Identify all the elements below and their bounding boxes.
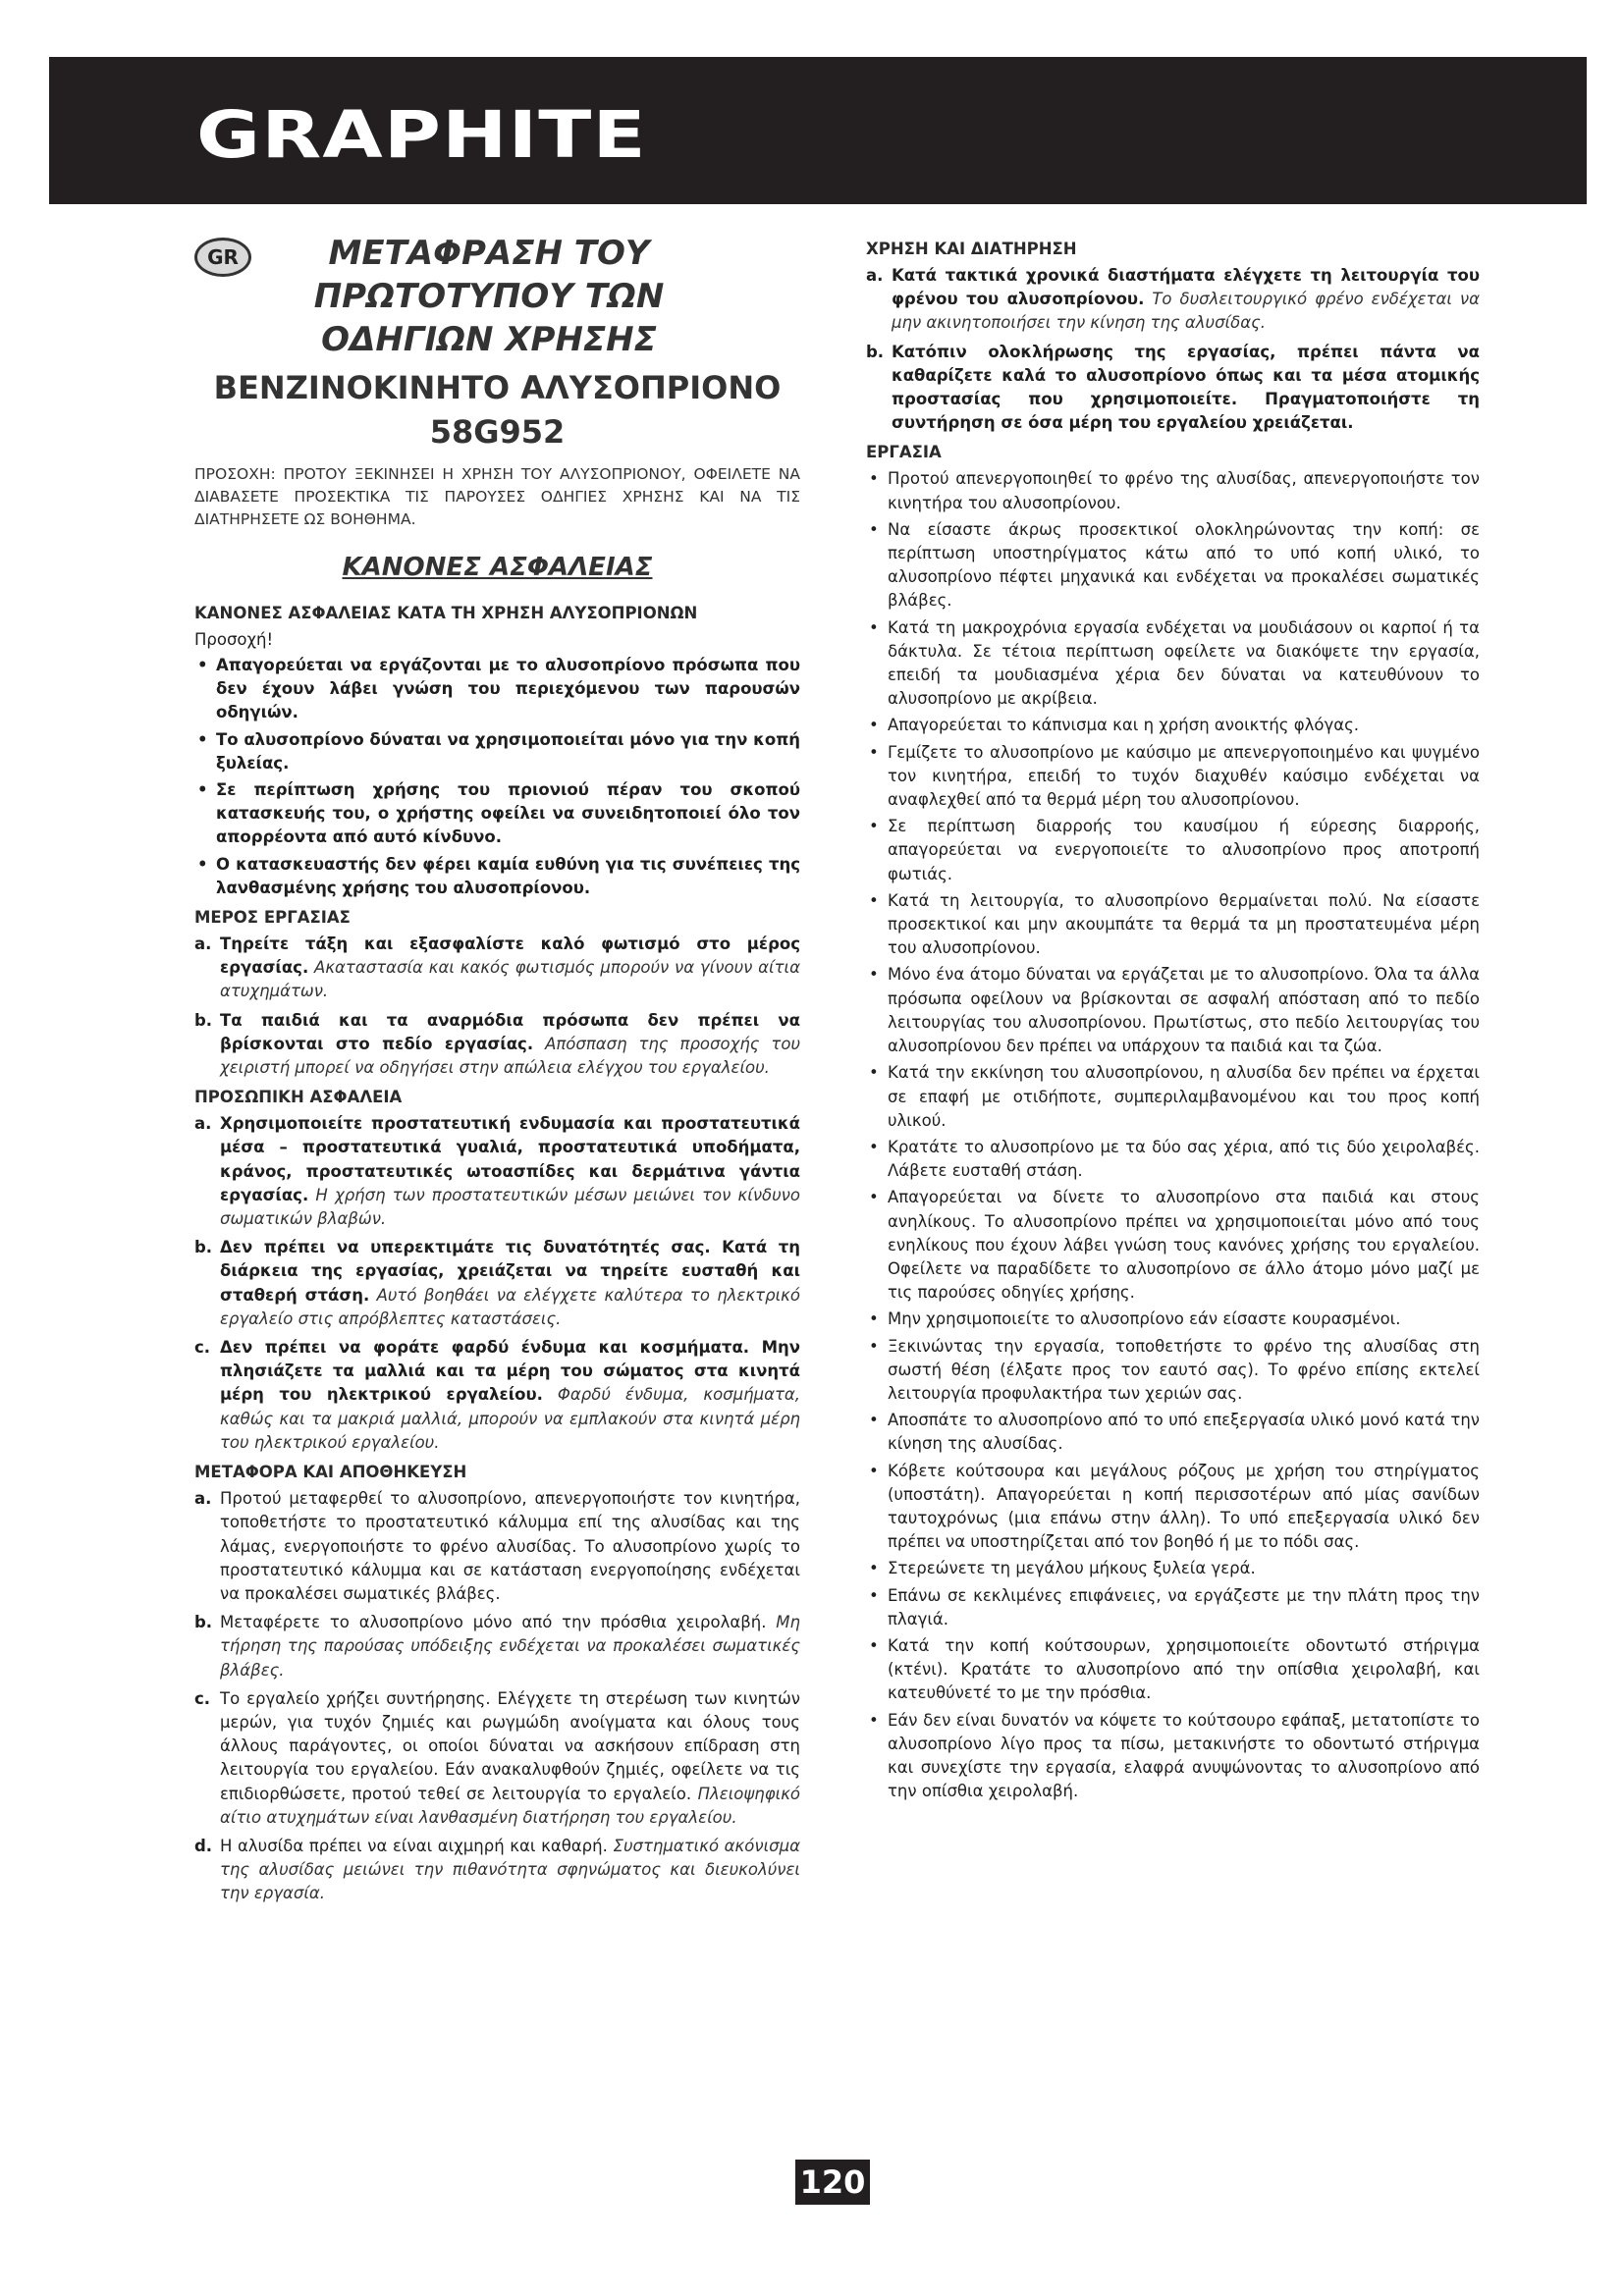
list-item xyxy=(194,1336,800,1455)
item-italic-text: Η χρήση των προστατευτικών μέσων μειώνει τον κίνδυνο σωματικών βλαβών. xyxy=(220,1185,800,1229)
list-item xyxy=(194,1009,800,1081)
item-bold-text: Τα παιδιά και τα αναρμόδια πρόσωπα δεν πρέπει να βρίσκονται στο πεδίο εργασίας. xyxy=(220,1010,800,1053)
item-bold-text: Δεν πρέπει να υπερεκτιμάτε τις δυνατότητές σας. Κατά τη διάρκεια της εργασίας, χρειάζεται να τηρείτε ευσταθή και σταθερή στάση. xyxy=(220,1238,800,1305)
list-item: • Μόνο ένα άτομο δύναται να εργάζεται με το αλυσοπρίονο. Όλα τα άλλα πρόσωπα οφείλουν να βρίσκονται σε ασφαλή απόσταση από το πεδίο λειτουργίας του αλυσοπρίονου. Πρωτίστως, στο πεδίο λειτουργίας του αλυσοπρίονου δεν πρέπει να υπάρχουν τα παιδιά και τα ζώα. xyxy=(866,963,1480,1058)
item-bold-text: Κατόπιν ολοκλήρωσης της εργασίας, πρέπει πάντα να καθαρίζετε καλά το αλυσοπρίονο όπως και τα μέσα ατομικής προστασίας που χρησιμοποιείτε. Πραγματοποιήστε τη συντήρηση σε όσα μέρη του εργαλείου χρειάζεται. xyxy=(892,342,1480,433)
list-item xyxy=(866,264,1480,336)
item-bold-text: Κατά τακτικά χρονικά διαστήματα ελέγχετε τη λειτουργία του φρένου του αλυσοπρίονου. xyxy=(892,266,1480,309)
list-item xyxy=(194,1236,800,1331)
title-block xyxy=(194,232,800,452)
item-italic-text: Συστηματικό ακόνισμα της αλυσίδας μειώνει την πιθανότητα σφηνώματος και διευκολύνει την εργασία. xyxy=(220,1836,801,1903)
attention-note: Προσοχή! xyxy=(194,630,274,649)
item-bold-text: Τηρείτε τάξη και εξασφαλίστε καλό φωτισμό στο μέρος εργασίας. xyxy=(220,934,800,978)
list-item: • Κατά την εκκίνηση του αλυσοπρίονου, η αλυσίδα δεν πρέπει να έρχεται σε επαφή με οτιδήποτε, συμπεριλαμβανομένου και του προς κοπή υλικού. xyxy=(866,1061,1480,1133)
list-item: • Κρατάτε το αλυσοπρίονο με τα δύο σας χέρια, από τις δύο χειρολαβές. Λάβετε ευσταθή στάση. xyxy=(866,1136,1480,1183)
title-line: ΠΡΩΤΟΤΥΠΟΥ ΤΩΝ xyxy=(313,277,665,316)
item-marker: a. xyxy=(194,1114,212,1134)
document-title xyxy=(253,232,725,361)
list-item xyxy=(194,1611,800,1682)
list-item: • Στερεώνετε τη μεγάλου μήκους ξυλεία γερά. xyxy=(866,1557,1480,1580)
item-text: Η αλυσίδα πρέπει να είναι αιχμηρή και καθαρή. xyxy=(220,1836,608,1855)
section-heading: ΕΡΓΑΣΙΑ xyxy=(866,443,942,462)
list-item xyxy=(194,1835,800,1906)
list-item: • Το αλυσοπρίονο δύναται να χρησιμοποιείται μόνο για την κοπή ξυλείας. xyxy=(194,728,800,775)
item-marker: a. xyxy=(194,1489,212,1509)
list-item: • Απαγορεύεται το κάπνισμα και η χρήση ανοικτής φλόγας. xyxy=(866,714,1480,737)
list-item: • Απαγορεύεται να εργάζονται με το αλυσοπρίονο πρόσωπα που δεν έχουν λάβει γνώση του περιεχόμενου των παρουσών οδηγιών. xyxy=(194,654,800,725)
rules-heading: ΚΑΝΟΝΕΣ ΑΣΦΑΛΕΙΑΣ xyxy=(342,553,653,582)
list-item: • Σε περίπτωση χρήσης του πριονιού πέραν του σκοπού κατασκευής του, ο χρήστης οφείλει να συνειδητοποιεί όλο τον απορρέοντα από αυτό κίνδυνο. xyxy=(194,778,800,850)
item-text: Προτού μεταφερθεί το αλυσοπρίονο, απενεργοποιήστε τον κινητήρα, τοποθετήστε το προστατευτικό κάλυμμα επί της αλυσίδας και της λάμας, ενεργοποιήστε το φρένο αλυσίδας. Το αλυσοπρίονο χωρίς το προστατευτικό κάλυμμα και σε κατάσταση ενεργοποίησης ενδέχεται να προκαλέσει σωματικές βλάβες. xyxy=(220,1489,800,1603)
list-item: • Απαγορεύεται να δίνετε το αλυσοπρίονο στα παιδιά και στους ανηλίκους. Το αλυσοπρίονο πρέπει να χρησιμοποιείται μόνο από τους ενηλίκους που έχουν λάβει γνώση τους κανόνες χρήσης του εργαλείου. Οφείλετε να παραδίδετε το αλυσοπρίονο σε άλλο άτομο μόνο μαζί με τις παρούσες οδηγίες χρήσης. xyxy=(866,1186,1480,1305)
language-badge: GR xyxy=(194,238,251,277)
list-item xyxy=(866,341,1480,436)
item-italic-text: Μη τήρηση της παρούσας υπόδειξης ενδέχεται να προκαλέσει σωματικές βλάβες. xyxy=(220,1613,800,1680)
list-item: • Κόβετε κούτσουρα και μεγάλους ρόζους με χρήση του στηρίγματος (υποστάτη). Απαγορεύεται η κοπή περισσοτέρων από μίας σανίδων ταυτοχρόνως (μια επάνω στην άλλη). Το υπό επεξεργασία υλικό δεν πρέπει να υποστηρίζεται από τον βοηθό ή με το πόδι σας. xyxy=(866,1460,1480,1555)
list-item: • Κατά την κοπή κούτσουρων, χρησιμοποιείτε οδοντωτό στήριγμα (κτένι). Κρατάτε το αλυσοπρίονο από την οπίσθια χειρολαβή, και κατευθύνετέ το με την πρόσθια. xyxy=(866,1634,1480,1706)
list-item: • Κατά τη λειτουργία, το αλυσοπρίονο θερμαίνεται πολύ. Να είσαστε προσεκτικοί και μην ακουμπάτε τα θερμά τα μη προστατευμένα μέρη του αλυσοπρίονου. xyxy=(866,889,1480,961)
page-number: 120 xyxy=(795,2160,870,2205)
item-marker: a. xyxy=(194,934,212,954)
section-heading: ΜΕΡΟΣ ΕΡΓΑΣΙΑΣ xyxy=(194,908,351,928)
list-item xyxy=(194,1487,800,1606)
right-column xyxy=(866,232,1480,1806)
item-marker: a. xyxy=(866,266,884,285)
item-bold-text: Δεν πρέπει να φοράτε φαρδύ ένδυμα και κοσμήματα. Μην πλησιάζετε τα μαλλιά και τα μέρη του σώματος στα κινητά μέρη του ηλεκτρικού εργαλείου. xyxy=(220,1338,800,1405)
section-heading: ΜΕΤΑΦΟΡΑ ΚΑΙ ΑΠΟΘΗΚΕΥΣΗ xyxy=(194,1463,467,1482)
item-marker: c. xyxy=(194,1688,211,1708)
list-item: • Μην χρησιμοποιείτε το αλυσοπρίονο εάν είσαστε κουρασμένοι. xyxy=(866,1308,1480,1331)
header-bar xyxy=(49,57,1587,204)
item-marker: d. xyxy=(194,1836,213,1855)
title-line: ΜΕΤΑΦΡΑΣΗ ΤΟΥ xyxy=(328,234,650,273)
list-item: • Κατά τη μακροχρόνια εργασία ενδέχεται να μουδιάσουν οι καρποί ή τα δάκτυλα. Σε τέτοια περίπτωση οφείλετε να διακόψετε την εργασία, επειδή τα μουδιασμένα χέρια δεν δύναται να κατευθύνουν το αλυσοπρίονο με ακρίβεια. xyxy=(866,616,1480,712)
title-line: ΟΔΗΓΙΩΝ ΧΡΗΣΗΣ xyxy=(321,320,657,359)
item-bold-text: Χρησιμοποιείτε προστατευτική ενδυμασία και προστατευτικά μέσα – προστατευτικά γυαλιά, προστατευτικά υποδήματα, κράνος, προστατευτικές ωτοασπίδες και δερμάτινα γάντια εργασίας. xyxy=(220,1114,800,1204)
left-column xyxy=(194,232,800,1911)
item-italic-text: Αυτό βοηθάει να ελέγχετε καλύτερα το ηλεκτρικό εργαλείο στις απρόβλεπτες καταστάσεις. xyxy=(220,1285,800,1328)
list-item: • Γεμίζετε το αλυσοπρίονο με καύσιμο με απενεργοποιημένο και ψυγμένο τον κινητήρα, επειδή το τυχόν διαχυθέν καύσιμο ενδέχεται να αναφλεχθεί από τα θερμά μέρη του αλυσοπρίονου. xyxy=(866,741,1480,813)
item-text: Μεταφέρετε το αλυσοπρίονο μόνο από την πρόσθια χειρολαβή. xyxy=(220,1613,767,1632)
item-italic-text: Πλειοψηφικό αίτιο ατυχημάτων είναι λανθασμένη διατήρηση του εργαλείου. xyxy=(220,1784,801,1827)
item-italic-text: Απόσπαση της προσοχής του χειριστή μπορεί να οδηγήσει στην απώλεια ελέγχου του εργαλείου. xyxy=(220,1034,800,1078)
item-marker: c. xyxy=(194,1338,211,1358)
list-item: • Ξεκινώντας την εργασία, τοποθετήστε το φρένο της αλυσίδας στη σωστή θέση (έλξατε προς τον εαυτό σας). Το φρένο επίσης εκτελεί λειτουργία προφυλακτήρα των χεριών σας. xyxy=(866,1335,1480,1407)
caution-note: ΠΡΟΣΟΧΗ: ΠΡΟΤΟΥ ΞΕΚΙΝΗΣΕΙ Η ΧΡΗΣΗ ΤΟΥ ΑΛΥΣΟΠΡΙΟΝΟΥ, ΟΦΕΙΛΕΤΕ ΝΑ ΔΙΑΒΑΣΕΤΕ ΠΡΟΣΕΚΤΙΚΑ ΤΙΣ ΠΑΡΟΥΣΕΣ ΟΔΗΓΙΕΣ ΧΡΗΣΗΣ ΚΑΙ ΝΑ ΤΙΣ ΔΙΑΤΗΡΗΣΕΤΕ ΩΣ ΒΟΗΘΗΜΑ. xyxy=(194,465,800,528)
list-item: • Να είσαστε άκρως προσεκτικοί ολοκληρώνοντας την κοπή: σε περίπτωση υποστηρίγματος κάτω από το υπό κοπή υλικό, το αλυσοπρίονο πέφτει μηχανικά και ενδέχεται να προκαλέσει σωματικές βλάβες. xyxy=(866,518,1480,614)
list-item xyxy=(194,1687,800,1830)
item-marker: b. xyxy=(194,1238,213,1257)
list-item: • Αποσπάτε το αλυσοπρίονο από το υπό επεξεργασία υλικό μονό κατά την κίνηση της αλυσίδας. xyxy=(866,1409,1480,1456)
item-italic-text: Φαρδύ ένδυμα, κοσμήματα, καθώς και τα μακριά μαλλιά, μπορούν να εμπλακούν στα κινητά μέρη του ηλεκτρικού εργαλείου. xyxy=(220,1385,801,1452)
brand-logo: GRAPHITE xyxy=(196,97,647,173)
product-name: ΒΕΝΖΙΝΟΚΙΝΗΤΟ ΑΛΥΣΟΠΡΙΟΝΟ xyxy=(213,369,782,406)
list-item: • Προτού απενεργοποιηθεί το φρένο της αλυσίδας, απενεργοποιήστε τον κινητήρα του αλυσοπρίονου. xyxy=(866,467,1480,514)
section-heading: ΠΡΟΣΩΠΙΚΗ ΑΣΦΑΛΕΙΑ xyxy=(194,1088,403,1107)
item-marker: b. xyxy=(194,1613,213,1632)
item-marker: b. xyxy=(866,342,885,361)
list-item xyxy=(194,933,800,1004)
item-text: Το εργαλείο χρήζει συντήρησης. Ελέγχετε τη στερέωση των κινητών μερών, για τυχόν ζημιές και ρωγμώδη ανοίγματα και όλους τους άλλους παράγοντες, οι οποίοι δύναται να ασκήσουν επίδραση στη λειτουργία του εργαλείου. Εάν ανακαλυφθούν ζημιές, οφείλετε να τις επιδιορθώσετε, προτού τεθεί σε λειτουργία το εργαλείο. xyxy=(220,1688,800,1803)
list-item xyxy=(194,1112,800,1231)
list-item: • Ο κατασκευαστής δεν φέρει καμία ευθύνη για τις συνέπειες της λανθασμένης χρήσης του αλυσοπρίονου. xyxy=(194,853,800,900)
model-number: 58G952 xyxy=(429,413,566,451)
item-italic-text: Ακαταστασία και κακός φωτισμός μπορούν να γίνουν αίτια ατυχημάτων. xyxy=(220,958,800,1001)
list-item: • Επάνω σε κεκλιμένες επιφάνειες, να εργάζεστε με την πλάτη προς την πλαγιά. xyxy=(866,1584,1480,1631)
list-item: • Σε περίπτωση διαρροής του καυσίμου ή εύρεσης διαρροής, απαγορεύεται να ενεργοποιείτε το αλυσοπρίονο προς αποτροπή φωτιάς. xyxy=(866,815,1480,886)
list-item: • Εάν δεν είναι δυνατόν να κόψετε το κούτσουρο εφάπαξ, μετατοπίστε το αλυσοπρίονο λίγο προς τα πίσω, μετακινήστε το οδοντωτό στήριγμα και συνεχίστε την εργασία, ελαφρά ανυψώνοντας το αλυσοπρίονο από την οπίσθια χειρολαβή. xyxy=(866,1709,1480,1804)
item-italic-text: Το δυσλειτουργικό φρένο ενδέχεται να μην ακινητοποιήσει την κίνηση της αλυσίδας. xyxy=(892,290,1480,333)
section-heading: ΚΑΝΟΝΕΣ ΑΣΦΑΛΕΙΑΣ ΚΑΤΑ ΤΗ ΧΡΗΣΗ ΑΛΥΣΟΠΡΙΟΝΩΝ xyxy=(194,604,698,622)
item-marker: b. xyxy=(194,1010,213,1030)
section-heading: ΧΡΗΣΗ ΚΑΙ ΔΙΑΤΗΡΗΣΗ xyxy=(866,240,1077,258)
